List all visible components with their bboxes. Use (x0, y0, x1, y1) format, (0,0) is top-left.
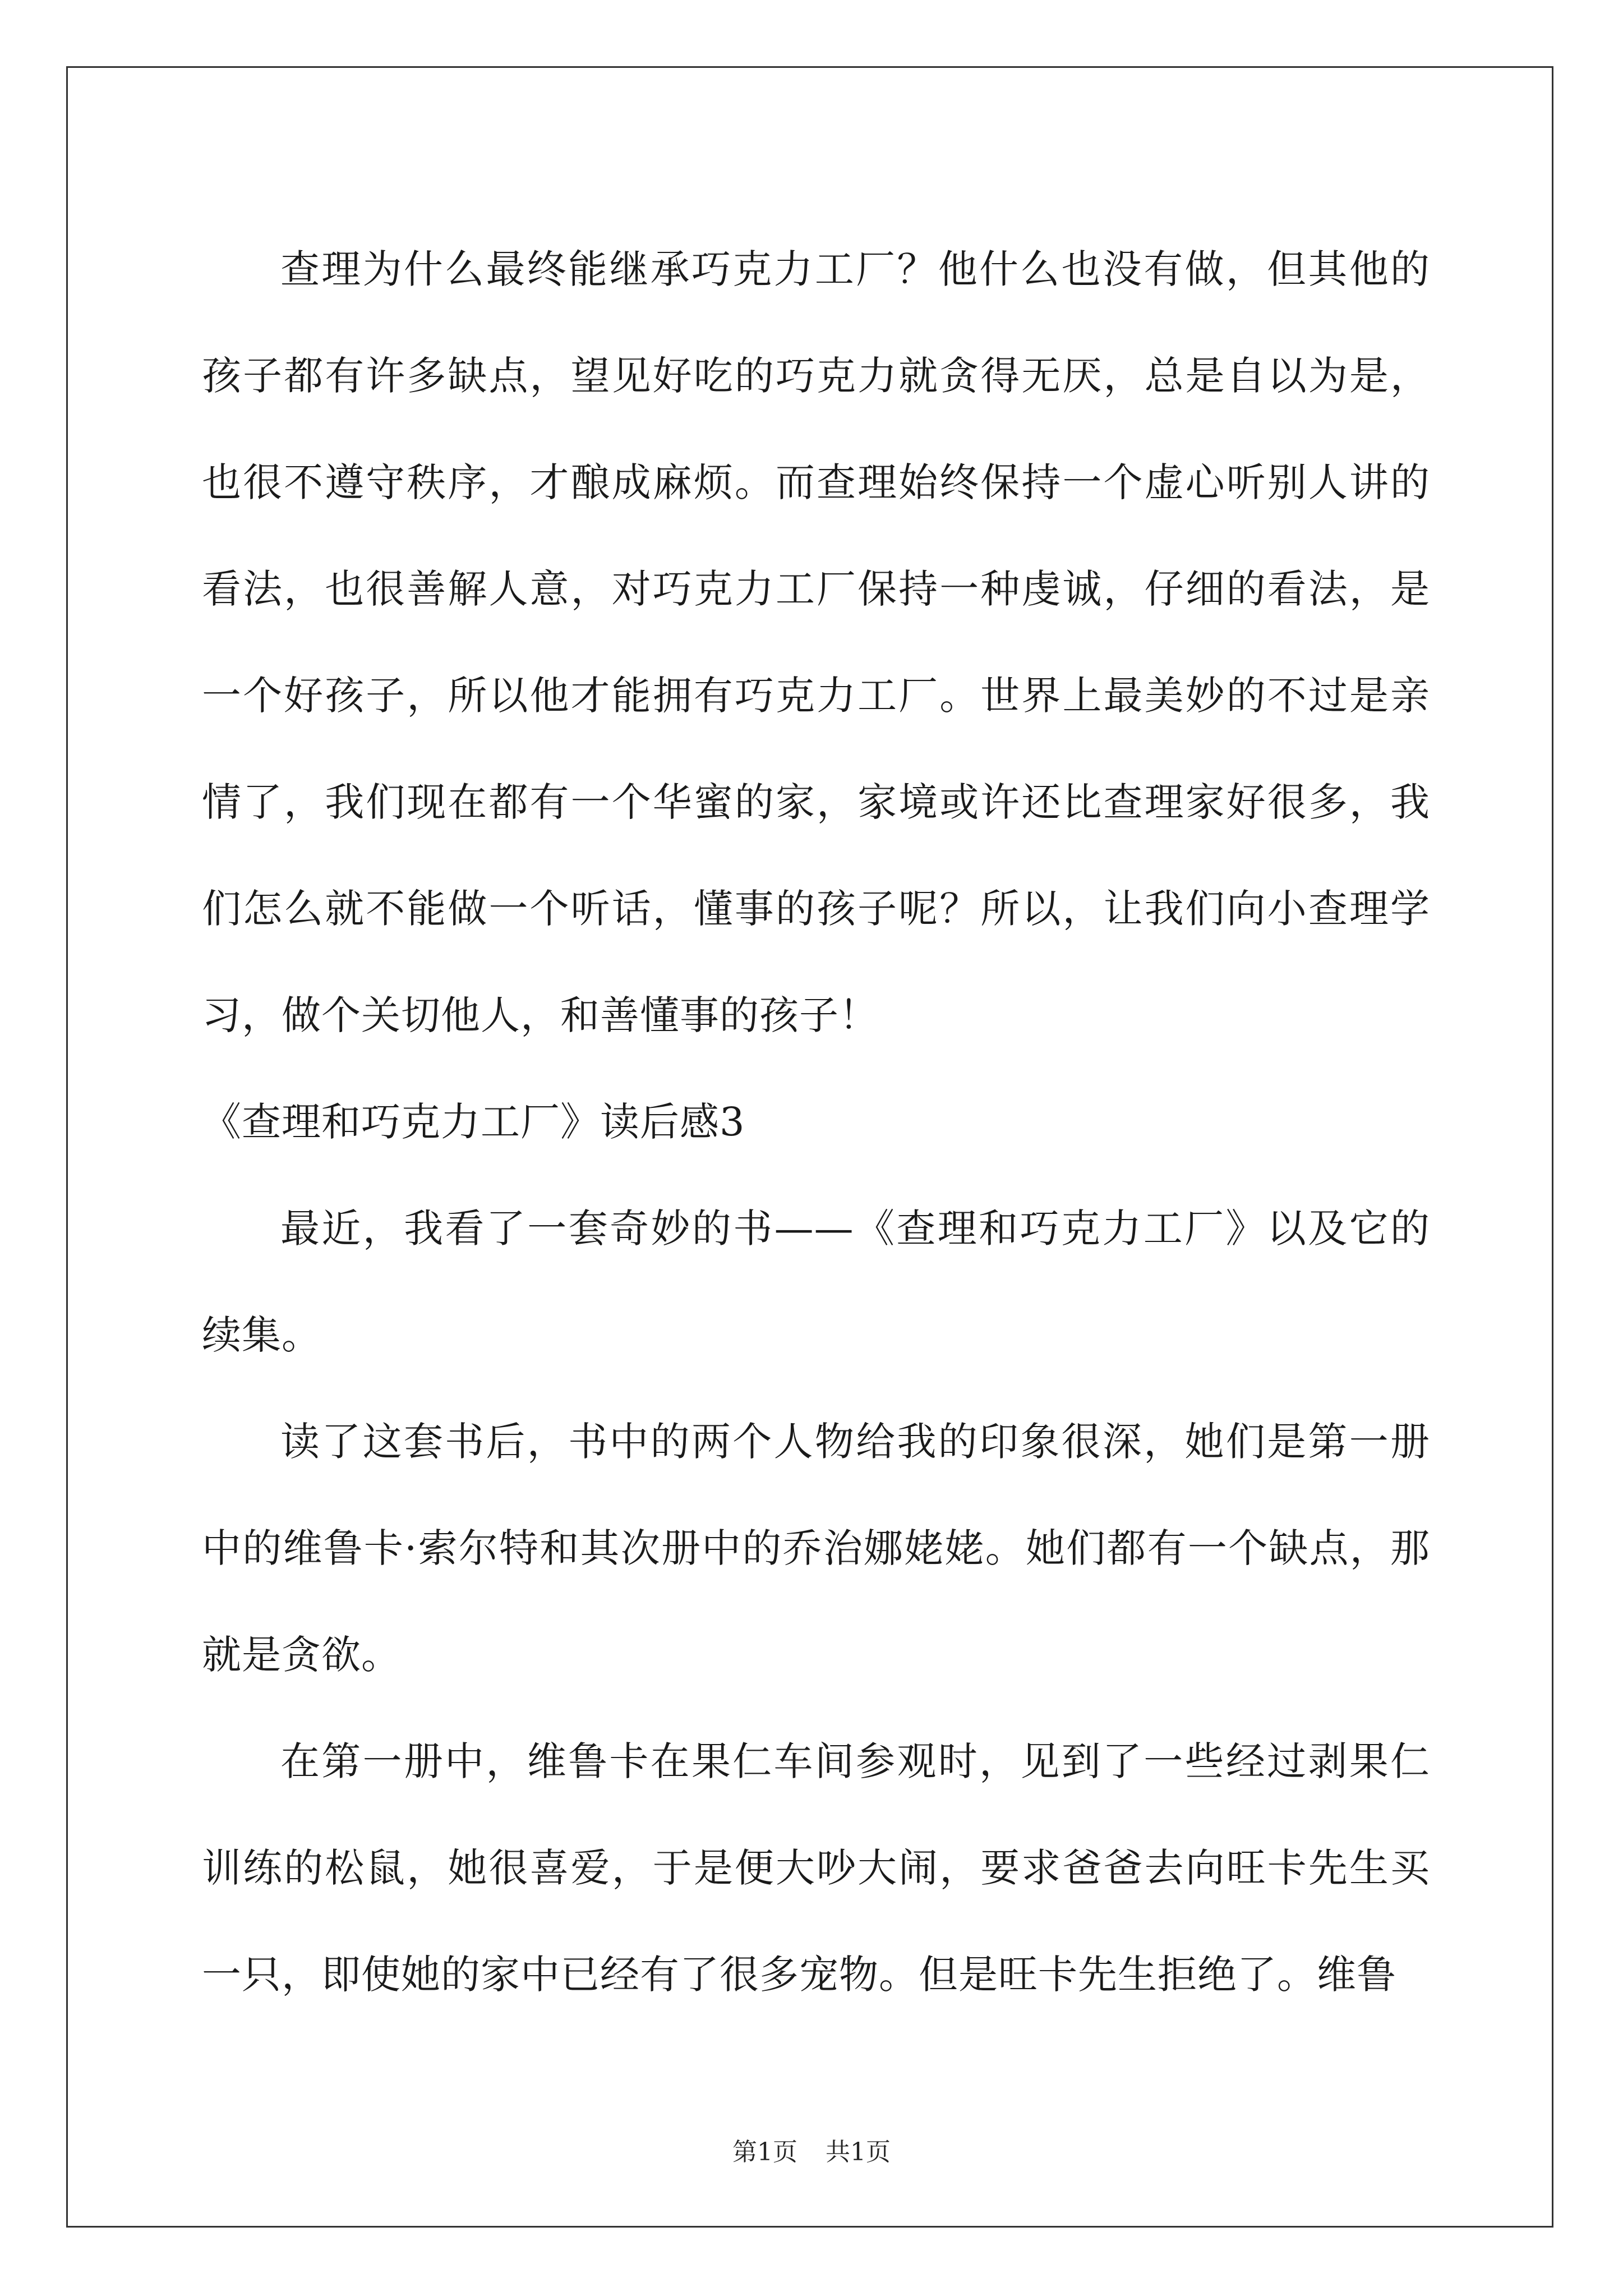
page-number: 第1页 (732, 2138, 797, 2166)
section-heading: 《查理和巧克力工厂》读后感3 (202, 1099, 745, 1145)
page-footer (0, 2132, 1623, 2168)
paragraph-1: 查理为什么最终能继承巧克力工厂？他什么也没有做，但其他的孩子都有许多缺点，望见好吃的巧克力就贪得无厌，总是自以为是，也很不遵守秩序，才酿成麻烦。而查理始终保持一个虚心听别人讲的看法，也很善解人意，对巧克力工厂保持一种虔诚，仔细的看法，是一个好孩子，所以他才能拥有巧克力工厂。世界上最美妙的不过是亲情了，我们现在都有一个华蜜的家，家境或许还比查理家好很多，我们怎么就不能做一个听话，懂事的孩子呢？所以，让我们向小查理学习，做个关切他人，和善懂事的孩子！ (202, 246, 1430, 1038)
document-body (202, 216, 1430, 2028)
page-total: 共1页 (826, 2138, 891, 2166)
paragraph-4: 在第一册中，维鲁卡在果仁车间参观时，见到了一些经过剥果仁训练的松鼠，她很喜爱，于是便大吵大闹，要求爸爸去向旺卡先生买一只，即使她的家中已经有了很多宠物。但是旺卡先生拒绝了。维鲁 (202, 1738, 1430, 1998)
paragraph-3: 读了这套书后，书中的两个人物给我的印象很深，她们是第一册中的维鲁卡·索尔特和其次册中的乔治娜姥姥。她们都有一个缺点，那就是贪欲。 (202, 1419, 1430, 1678)
paragraph-2: 最近，我看了一套奇妙的书——《查理和巧克力工厂》以及它的续集。 (202, 1205, 1430, 1358)
